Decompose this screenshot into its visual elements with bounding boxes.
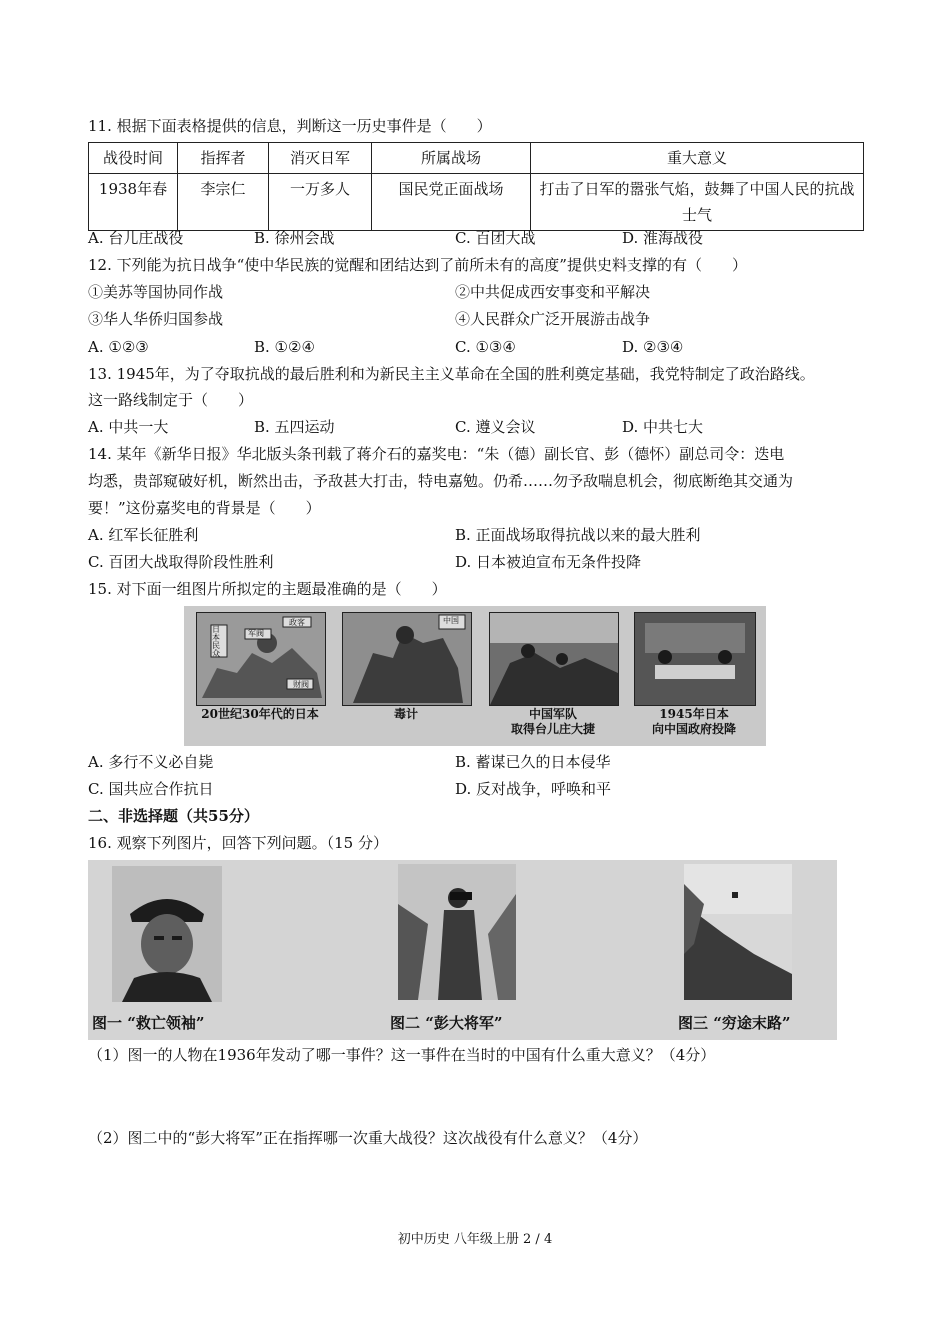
q16-sub1: （1）图一的人物在1936年发动了哪一事件？这一事件在当时的中国有什么重大意义？（4分） <box>88 1046 716 1064</box>
q14-option-b[interactable]: B. 正面战场取得抗战以来的最大胜利 <box>455 526 701 544</box>
table-header: 重大意义 <box>531 143 864 174</box>
q11-option-b[interactable]: B. 徐州会战 <box>254 229 335 247</box>
table-cell: 一万多人 <box>269 174 372 231</box>
q15-image-strip <box>184 606 766 746</box>
cartoon-label: 中国 <box>443 616 459 625</box>
q14-option-c[interactable]: C. 百团大战取得阶段性胜利 <box>88 553 274 571</box>
q15-option-b[interactable]: B. 蓄谋已久的日本侵华 <box>455 753 611 771</box>
q13-stem-line1: 13. 1945年，为了夺取抗战的最后胜利和为新民主主义革命在全国的胜利奠定基础，我党特制定了政治路线。 <box>88 365 815 383</box>
cartoon-label: 军阀 <box>248 629 264 638</box>
q15-option-d[interactable]: D. 反对战争，呼唤和平 <box>455 780 612 798</box>
q15-stem: 15. 对下面一组图片所拟定的主题最准确的是（ ） <box>88 580 447 598</box>
q12-stem: 12. 下列能为抗日战争“使中华民族的觉醒和团结达到了前所未有的高度”提供史料支撑的有（ ） <box>88 256 747 274</box>
q15-caption-3a: 中国军队 <box>528 707 577 721</box>
q11-stem: 11. 根据下面表格提供的信息，判断这一历史事件是（ ） <box>88 117 492 135</box>
q16-caption-2: 图二 “彭大将军” <box>390 1014 503 1032</box>
cartoon-label: 政客 <box>289 618 305 627</box>
table-header: 指挥者 <box>178 143 269 174</box>
table-cell: 打击了日军的嚣张气焰，鼓舞了中国人民的抗战士气 <box>531 174 864 231</box>
q15-option-a[interactable]: A. 多行不义必自毙 <box>88 753 214 771</box>
table-row <box>89 174 864 231</box>
table-header: 战役时间 <box>89 143 178 174</box>
q13-option-c[interactable]: C. 遵义会议 <box>455 418 536 436</box>
table-cell: 李宗仁 <box>178 174 269 231</box>
q12-item-3: ③华人华侨归国参战 <box>88 310 224 328</box>
troops-photo <box>684 864 792 1000</box>
cartoon-image <box>196 612 326 706</box>
q12-option-c[interactable]: C. ①③④ <box>455 338 516 356</box>
q11-option-a[interactable]: A. 台儿庄战役 <box>88 229 184 247</box>
table-cell: 1938年春 <box>89 174 178 231</box>
q14-option-d[interactable]: D. 日本被迫宣布无条件投降 <box>455 553 642 571</box>
q12-option-a[interactable]: A. ①②③ <box>88 338 149 356</box>
q15-caption-3b: 取得台儿庄大捷 <box>510 722 595 736</box>
table-header: 所属战场 <box>372 143 531 174</box>
q12-option-d[interactable]: D. ②③④ <box>622 338 684 356</box>
section-2-title: 二、非选择题（共55分） <box>88 807 259 825</box>
q16-caption-1: 图一 “救亡领袖” <box>92 1014 205 1032</box>
q14-stem-line1: 14. 某年《新华日报》华北版头条刊载了蒋介石的嘉奖电：“朱（德）副长官、彭（德怀）副总司令：迭电 <box>88 445 785 463</box>
cartoon-label: 财阀 <box>293 680 309 689</box>
q13-option-a[interactable]: A. 中共一大 <box>88 418 169 436</box>
q12-item-1: ①美苏等国协同作战 <box>88 283 224 301</box>
q11-table <box>88 142 864 231</box>
table-header-row <box>89 143 864 174</box>
soldiers-photo <box>489 612 619 706</box>
q13-option-b[interactable]: B. 五四运动 <box>254 418 335 436</box>
q15-caption-4b: 向中国政府投降 <box>651 722 736 736</box>
q15-caption-4a: 1945年日本 <box>659 707 729 721</box>
q13-stem-line2: 这一路线制定于（ ） <box>88 391 254 409</box>
general-photo <box>398 864 516 1000</box>
page-footer: 初中历史 八年级上册 2 / 4 <box>397 1232 553 1247</box>
q13-option-d[interactable]: D. 中共七大 <box>622 418 704 436</box>
cartoon-image <box>342 612 472 706</box>
q14-option-a[interactable]: A. 红军长征胜利 <box>88 526 199 544</box>
q12-item-4: ④人民群众广泛开展游击战争 <box>455 310 651 328</box>
table-cell: 国民党正面战场 <box>372 174 531 231</box>
q11-option-d[interactable]: D. 淮海战役 <box>622 229 704 247</box>
surrender-photo <box>634 612 756 706</box>
q14-stem-line2: 均悉，贵部窥破好机，断然出击，予敌甚大打击，特电嘉勉。仍希……勿予敌喘息机会，彻底断绝其交通为 <box>88 472 794 490</box>
q12-item-2: ②中共促成西安事变和平解决 <box>455 283 651 301</box>
table-header: 消灭日军 <box>269 143 372 174</box>
q15-option-c[interactable]: C. 国共应合作抗日 <box>88 780 214 798</box>
q16-image-strip <box>88 860 837 1040</box>
cartoon-label: 日本民众 <box>212 625 220 658</box>
q11-option-c[interactable]: C. 百团大战 <box>455 229 536 247</box>
q15-caption-2: 毒计 <box>393 707 418 721</box>
q12-option-b[interactable]: B. ①②④ <box>254 338 315 356</box>
q16-stem: 16. 观察下列图片，回答下列问题。（15 分） <box>88 834 388 852</box>
q16-caption-3: 图三 “穷途末路” <box>678 1014 791 1032</box>
q14-stem-line3: 要！”这份嘉奖电的背景是（ ） <box>88 499 321 517</box>
q16-sub2: （2）图二中的“彭大将军”正在指挥哪一次重大战役？这次战役有什么意义？（4分） <box>88 1129 648 1147</box>
q15-caption-1: 20世纪30年代的日本 <box>201 707 319 721</box>
portrait-photo <box>112 866 222 1002</box>
